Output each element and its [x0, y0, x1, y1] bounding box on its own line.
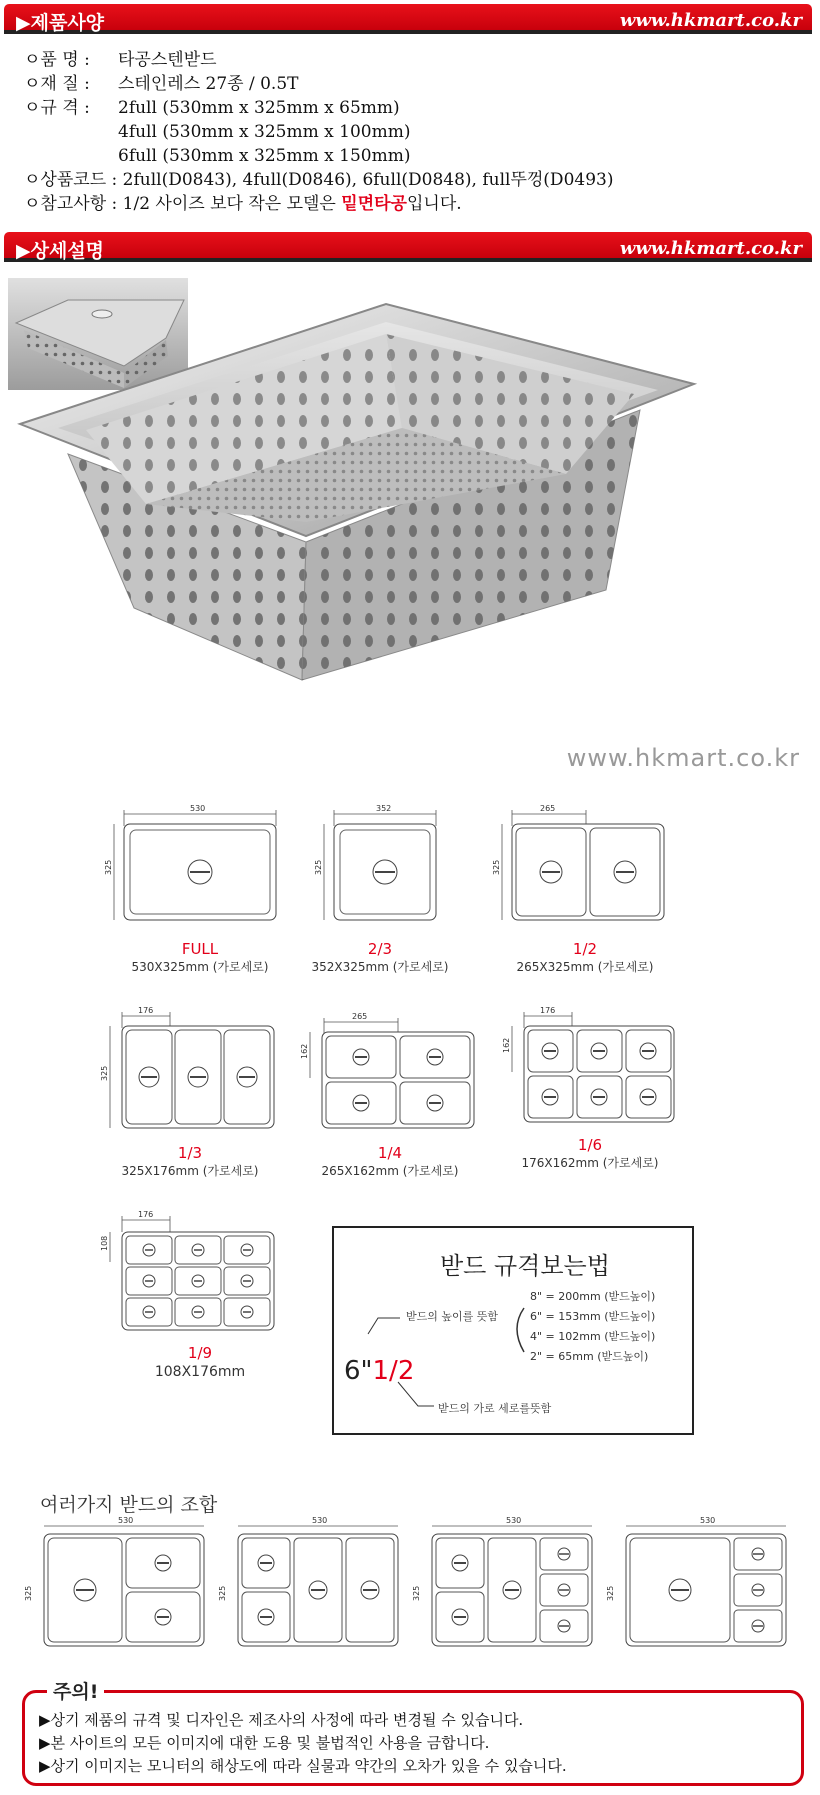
- pan-diagram-1-3: [100, 1006, 284, 1144]
- example-size: 1/2: [372, 1356, 415, 1386]
- pan-diagram-1-6: [500, 1006, 680, 1144]
- half-width-dim: 265: [540, 804, 556, 813]
- quarter-size: 265X162mm (가로세로): [321, 1164, 459, 1178]
- ninth-size: 108X176mm: [154, 1364, 246, 1380]
- example-height: 6": [344, 1356, 373, 1386]
- full-height-dim: 325: [104, 859, 113, 875]
- quarter-width-dim: 265: [352, 1012, 368, 1021]
- two-thirds-label: 2/3: [367, 940, 393, 958]
- spec-material-label: ㅇ재 질 :: [24, 74, 90, 94]
- spec-size-row: [24, 144, 613, 168]
- combo-drawing: [606, 1516, 791, 1660]
- spec-note-label: ㅇ참고사항 :: [24, 194, 118, 214]
- combo-drawing: [412, 1516, 597, 1660]
- photo-watermark: www.hkmart.co.kr: [566, 744, 800, 772]
- ninth-height-dim: 108: [100, 1235, 109, 1251]
- combo-width-dim: 530: [312, 1516, 328, 1525]
- combo-thirds-quarters: [218, 1516, 403, 1664]
- size-example: [344, 1356, 414, 1386]
- two-thirds-height-dim: 325: [314, 859, 323, 875]
- two-thirds-width-dim: 352: [376, 804, 392, 813]
- combo-two-thirds-ninths: [606, 1516, 791, 1664]
- pan-diagram-1-2: [492, 804, 676, 942]
- spec-material-value: 스테인레스 27종 / 0.5T: [118, 74, 299, 94]
- half-height-dim: 325: [492, 859, 501, 875]
- ninth-label: 1/9: [187, 1344, 213, 1362]
- combo-drawing: [24, 1516, 209, 1660]
- combo-height-dim: 325: [218, 1585, 227, 1601]
- spec-name-row: [24, 48, 613, 72]
- half-label: 1/2: [572, 940, 598, 958]
- combo-mixed: [412, 1516, 597, 1664]
- product-photo: [6, 278, 814, 782]
- combo-height-dim: 325: [24, 1585, 33, 1601]
- pan-diagram-full: [104, 804, 290, 942]
- spec-section-header: [4, 4, 812, 34]
- combo-width-dim: 530: [506, 1516, 522, 1525]
- half-pan-drawing: [492, 804, 676, 938]
- height-8in: 8" = 200mm (받드높이): [530, 1290, 656, 1303]
- third-label: 1/3: [177, 1144, 203, 1162]
- combo-width-dim: 530: [700, 1516, 716, 1525]
- half-size: 265X325mm (가로세로): [516, 960, 654, 974]
- spec-note-row: [24, 192, 613, 216]
- full-pan-drawing: [104, 804, 290, 938]
- spec-size-row: [24, 96, 613, 120]
- combo-width-dim: 530: [118, 1516, 134, 1525]
- spec-name-value: 타공스텐받드: [118, 50, 217, 70]
- quarter-pan-drawing: [294, 1012, 474, 1136]
- pan-diagram-1-9: [100, 1210, 284, 1348]
- pan-diagram-1-4: [294, 1012, 474, 1140]
- caution-list: [39, 1709, 567, 1778]
- ninth-pan-drawing: [100, 1210, 284, 1344]
- size-guide-box: [332, 1226, 694, 1435]
- spec-name-label: ㅇ품 명 :: [24, 50, 90, 70]
- spec-size-value: 6full (530mm x 325mm x 150mm): [118, 146, 411, 166]
- site-url: www.hkmart.co.kr: [619, 10, 802, 31]
- sixth-label: 1/6: [577, 1136, 603, 1154]
- spec-size-value: 4full (530mm x 325mm x 100mm): [118, 122, 411, 142]
- pan-diagram-2-3: [314, 804, 448, 942]
- perforated-pan-illustration: [6, 278, 814, 782]
- third-width-dim: 176: [138, 1006, 154, 1015]
- quarter-label: 1/4: [377, 1144, 403, 1162]
- third-pan-drawing: [100, 1006, 284, 1140]
- third-height-dim: 325: [100, 1065, 109, 1081]
- combos-title: 여러가지 받드의 조합: [40, 1494, 218, 1516]
- spec-code-label: ㅇ상품코드 :: [24, 170, 118, 190]
- combo-drawing: [218, 1516, 403, 1660]
- two-thirds-size: 352X325mm (가로세로): [311, 960, 449, 974]
- combo-height-dim: 325: [606, 1585, 615, 1601]
- spec-size-row: [24, 120, 613, 144]
- third-size: 325X176mm (가로세로): [121, 1164, 259, 1178]
- detail-section-header: [4, 232, 812, 262]
- spec-code-row: [24, 168, 613, 192]
- spec-code-value: 2full(D0843), 4full(D0846), 6full(D0848), full뚜껑(D0493): [122, 170, 614, 190]
- sixth-pan-drawing: [500, 1006, 680, 1140]
- spec-section-title: ▶제품사양: [16, 12, 105, 34]
- combo-height-dim: 325: [412, 1585, 421, 1601]
- full-width-dim: 530: [190, 804, 206, 813]
- spec-note-prefix: 1/2 사이즈 보다 작은 모델은: [122, 194, 336, 214]
- caution-item: ▶상기 이미지는 모니터의 해상도에 따라 실물과 약간의 오차가 있을 수 있습니다.: [39, 1757, 567, 1775]
- spec-size-value: 2full (530mm x 325mm x 65mm): [118, 98, 400, 118]
- height-note: 받드의 높이를 뜻함: [406, 1310, 499, 1323]
- spec-size-label: ㅇ규 격 :: [24, 98, 90, 118]
- ninth-width-dim: 176: [138, 1210, 154, 1219]
- height-2in: 2" = 65mm (받드높이): [530, 1350, 649, 1363]
- sixth-height-dim: 162: [502, 1037, 511, 1053]
- spec-list: [24, 48, 613, 216]
- size-note: 받드의 가로 세로를뜻함: [438, 1402, 552, 1415]
- sixth-width-dim: 176: [540, 1006, 556, 1015]
- caution-title: 주의!: [47, 1677, 104, 1704]
- full-size: 530X325mm (가로세로): [131, 960, 269, 974]
- spec-material-row: [24, 72, 613, 96]
- spec-note-suffix: 입니다.: [406, 194, 462, 214]
- size-guide-title: 받드 규격보는법: [440, 1252, 610, 1280]
- caution-box: [22, 1681, 804, 1786]
- quarter-height-dim: 162: [300, 1043, 309, 1059]
- caution-item: ▶상기 제품의 규격 및 디자인은 제조사의 사정에 따라 변경될 수 있습니다.: [39, 1711, 524, 1729]
- site-url: www.hkmart.co.kr: [619, 238, 802, 259]
- spec-note-highlight: 밑면타공: [341, 194, 407, 214]
- combo-full-half: [24, 1516, 209, 1664]
- full-label: FULL: [181, 940, 219, 958]
- detail-section-title: ▶상세설명: [16, 240, 105, 262]
- caution-item: ▶본 사이트의 모든 이미지에 대한 도용 및 불법적인 사용을 금합니다.: [39, 1734, 490, 1752]
- two-thirds-pan-drawing: [314, 804, 448, 938]
- height-4in: 4" = 102mm (받드높이): [530, 1330, 656, 1343]
- height-6in: 6" = 153mm (받드높이): [530, 1310, 656, 1323]
- sixth-size: 176X162mm (가로세로): [521, 1156, 659, 1170]
